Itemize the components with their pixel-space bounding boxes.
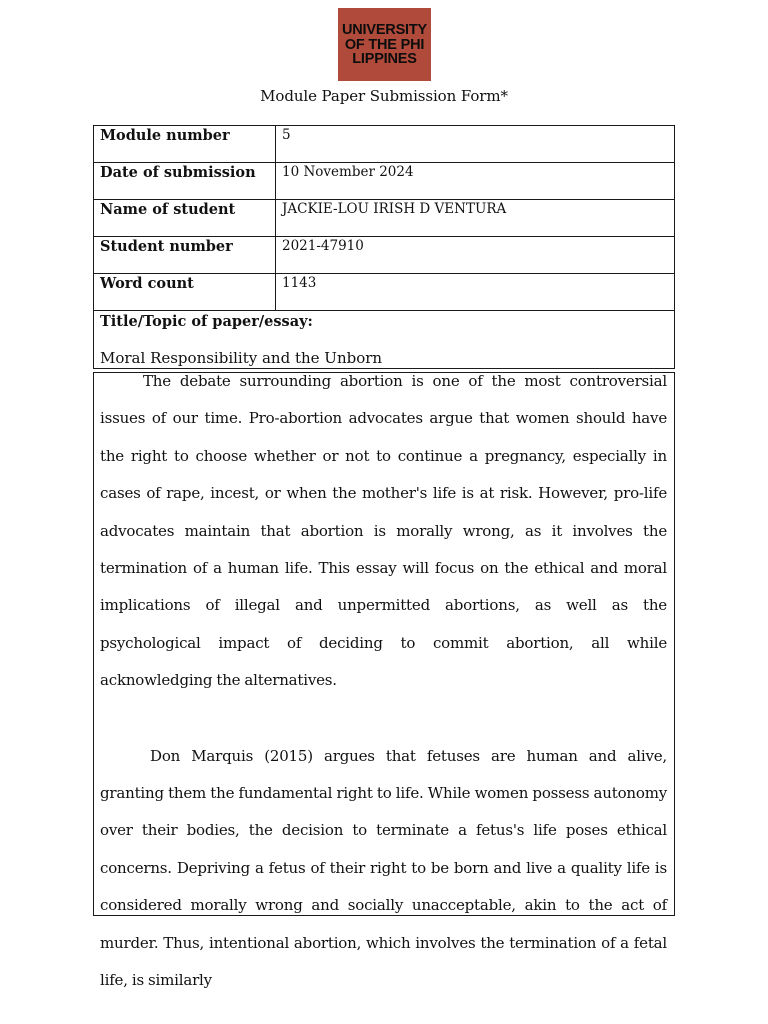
student-name-value: JACKIE-LOU IRISH D VENTURA — [276, 200, 675, 237]
table-row — [94, 163, 675, 200]
student-number-value: 2021-47910 — [276, 237, 675, 274]
essay-body — [93, 372, 675, 990]
module-number-label: Module number — [94, 126, 276, 163]
title-topic-cell — [94, 311, 675, 369]
student-name-label: Name of student — [94, 200, 276, 237]
table-row — [94, 274, 675, 311]
form-title: Module Paper Submission Form* — [260, 87, 508, 105]
submission-form-table — [93, 125, 675, 369]
table-row — [94, 126, 675, 163]
essay-paragraph-2: Don Marquis (2015) argues that fetuses are human and alive, granting them the fundamental right to life. While women possess autonomy over their bodies, the decision to terminate a fetus's life poses ethical concerns. Depriving a fetus of their right to be born and live a quality life is considered morally wrong and socially unacceptable, akin to the act of murder. Thus, intentional abortion, which involves the termination of a fetal life, is similarly — [100, 746, 667, 990]
table-row — [94, 237, 675, 274]
date-of-submission-value: 10 November 2024 — [276, 163, 675, 200]
title-topic-row — [94, 311, 675, 369]
table-row — [94, 200, 675, 237]
essay-paragraph-1: The debate surrounding abortion is one of the most controversial issues of our time. Pro-abortion advocates argue that women should have the right to choose whether or not to continue a pregnancy, especially in cases of rape, incest, or when the mother's life is at risk. However, pro-life advocates maintain that abortion is morally wrong, as it involves the termination of a human life. This essay will focus on the ethical and moral implications of illegal and unpermitted abortions, as well as the psychological impact of deciding to commit abortion, all while acknowledging the alternatives. — [100, 372, 667, 690]
title-topic-value: Moral Responsibility and the Unborn — [100, 349, 383, 367]
university-logo — [338, 8, 431, 81]
logo-text: UNIVERSITY OF THE PHILIPPINES — [341, 22, 427, 68]
date-of-submission-label: Date of submission — [94, 163, 276, 200]
title-topic-label: Title/Topic of paper/essay: — [100, 313, 313, 330]
word-count-value: 1143 — [276, 274, 675, 311]
word-count-label: Word count — [94, 274, 276, 311]
module-number-value: 5 — [276, 126, 675, 163]
student-number-label: Student number — [94, 237, 276, 274]
